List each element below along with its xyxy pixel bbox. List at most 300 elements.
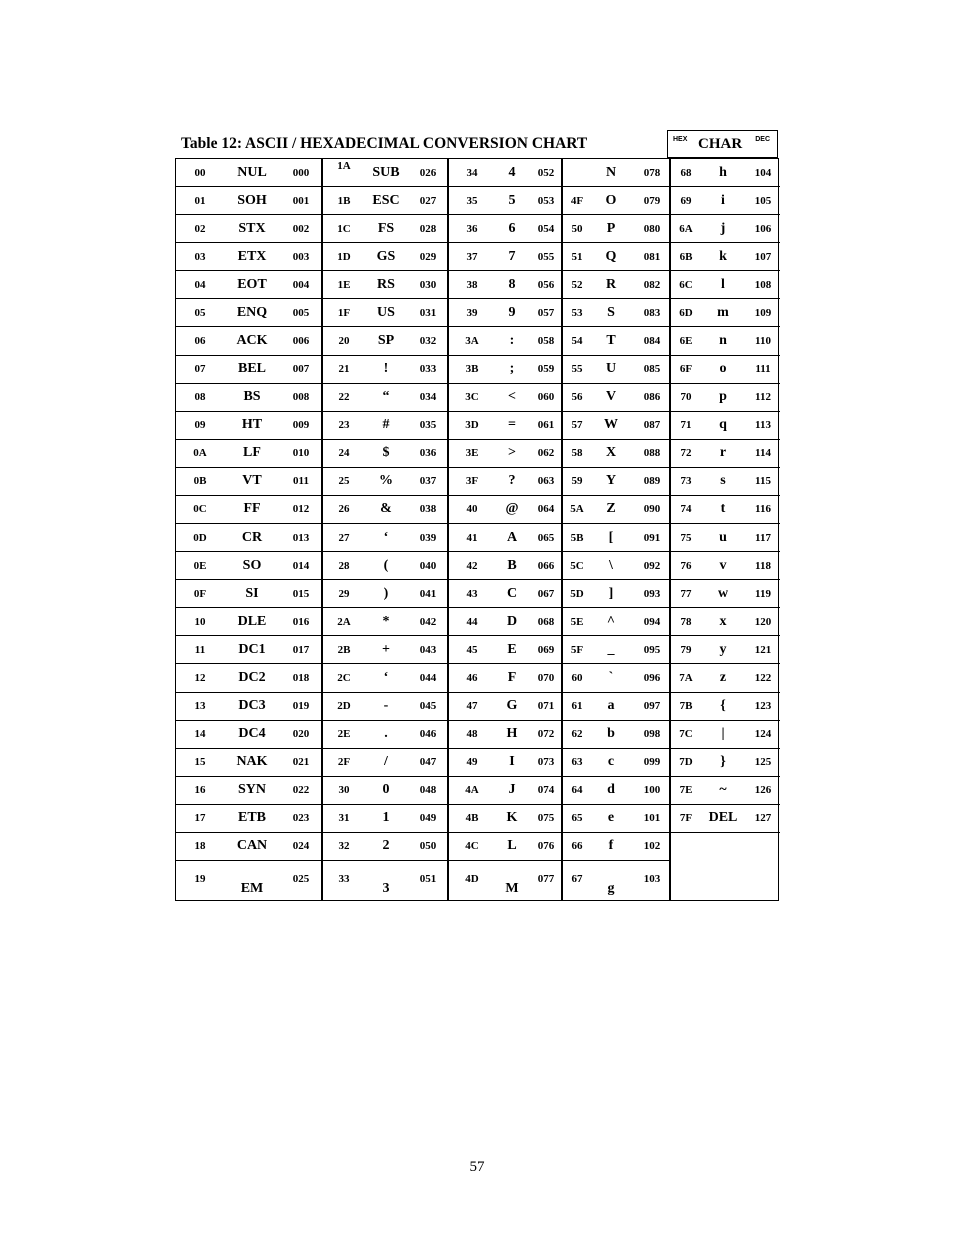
decimal-code: 113	[755, 419, 771, 432]
decimal-code: 098	[643, 728, 661, 741]
hex-code: 4C	[465, 840, 479, 853]
character: RS	[377, 276, 395, 292]
decimal-code: 060	[537, 391, 555, 404]
character: ;	[509, 361, 515, 377]
decimal-code: 110	[755, 335, 771, 347]
character: 3	[382, 881, 390, 896]
hex-code: 15	[194, 756, 206, 769]
character: P	[606, 220, 616, 236]
character: B	[507, 557, 517, 573]
decimal-code: 022	[292, 784, 310, 797]
hex-code: 49	[466, 756, 478, 769]
hex-code: 33	[338, 873, 350, 885]
character: SOH	[237, 192, 267, 208]
table-row	[671, 552, 780, 580]
table-column-5	[669, 159, 780, 900]
character: }	[720, 754, 726, 770]
hex-code: 23	[338, 419, 350, 432]
hex-code: 5D	[570, 587, 584, 600]
decimal-code: 057	[537, 306, 555, 319]
decimal-code: 085	[643, 363, 661, 376]
decimal-code: 073	[537, 756, 555, 769]
hex-code: 59	[571, 475, 583, 488]
character: DEL	[708, 810, 738, 826]
hex-code: 67	[571, 873, 583, 885]
character: K	[506, 810, 518, 826]
character: j	[720, 220, 726, 236]
hex-code: 7A	[679, 671, 693, 684]
character: 8	[508, 276, 516, 292]
character: ‘	[383, 529, 389, 545]
table-row	[671, 299, 780, 327]
character: s	[720, 473, 726, 489]
character: GS	[376, 248, 396, 264]
character: G	[506, 698, 518, 714]
character: /	[384, 754, 388, 770]
character: SP	[377, 333, 395, 348]
decimal-code: 013	[292, 531, 310, 544]
decimal-code: 116	[755, 503, 771, 516]
table-row	[671, 721, 780, 749]
character: z	[719, 669, 727, 685]
hex-code: 41	[466, 531, 478, 544]
table-row	[176, 749, 321, 777]
character: >	[508, 445, 516, 461]
character: `	[608, 669, 614, 685]
character: t	[720, 501, 726, 517]
decimal-code: 074	[537, 784, 555, 797]
character: 1	[382, 810, 390, 826]
table-row	[563, 356, 671, 384]
hex-code: 35	[466, 194, 478, 207]
table-row	[671, 524, 780, 552]
table-row	[449, 693, 563, 721]
character: V	[605, 389, 617, 405]
character: 7	[508, 248, 516, 264]
hex-code: 7D	[679, 756, 693, 769]
decimal-code: 054	[537, 222, 555, 235]
character: )	[383, 585, 389, 601]
hex-code: 1C	[337, 222, 351, 235]
table-row	[176, 524, 321, 552]
table-column-4	[561, 159, 671, 900]
character: X	[605, 445, 617, 461]
hex-code: 26	[338, 503, 350, 516]
character: f	[608, 838, 614, 854]
table-row	[563, 833, 671, 861]
legend-hex: HEX	[673, 136, 688, 143]
hex-code: 3E	[465, 447, 479, 460]
hex-code: 62	[571, 728, 583, 741]
table-row	[563, 468, 671, 496]
character: CAN	[236, 838, 268, 854]
decimal-code: 123	[754, 700, 772, 713]
character: “	[382, 389, 390, 405]
hex-code: 18	[194, 840, 206, 853]
table-row	[176, 243, 321, 271]
table-row	[563, 552, 671, 580]
hex-code: 1B	[337, 194, 351, 207]
table-row	[449, 721, 563, 749]
table-row	[323, 664, 449, 692]
hex-code: 07	[194, 363, 206, 376]
character: (	[383, 557, 389, 573]
character: H	[506, 726, 518, 742]
hex-code: 40	[466, 503, 478, 516]
hex-code: 04	[194, 278, 206, 291]
character: NUL	[237, 164, 267, 180]
decimal-code: 094	[643, 615, 661, 628]
decimal-code: 014	[292, 559, 310, 572]
decimal-code: 126	[754, 784, 772, 797]
character: SUB	[372, 164, 400, 180]
character: DC3	[238, 698, 266, 714]
decimal-code: 036	[419, 447, 437, 460]
character: g	[607, 881, 615, 896]
table-row	[449, 496, 563, 524]
character: |	[721, 726, 725, 742]
character: R	[605, 276, 617, 292]
table-row	[323, 833, 449, 861]
decimal-code: 035	[419, 419, 437, 432]
character: ]	[608, 585, 614, 601]
decimal-code: 031	[419, 306, 437, 319]
character: 4	[508, 164, 516, 180]
decimal-code: 067	[537, 587, 555, 600]
table-row	[449, 777, 563, 805]
table-row	[563, 327, 671, 355]
hex-code: 1A	[337, 160, 351, 172]
decimal-code: 044	[419, 671, 437, 684]
table-row	[323, 721, 449, 749]
legend-dec: DEC	[755, 136, 770, 143]
hex-code: 69	[680, 194, 692, 207]
character: FS	[377, 220, 395, 236]
hex-code: 39	[466, 306, 478, 319]
character: A	[506, 529, 518, 545]
hex-code: 78	[680, 615, 692, 628]
table-row	[563, 524, 671, 552]
table-column-2	[321, 159, 449, 900]
decimal-code: 061	[537, 419, 555, 432]
hex-code: 16	[194, 784, 206, 797]
character: DC1	[238, 641, 266, 657]
hex-code: 5A	[570, 503, 584, 516]
decimal-code: 125	[754, 756, 772, 769]
character: ^	[606, 613, 616, 629]
table-row	[563, 805, 671, 833]
hex-code: 1D	[337, 250, 351, 263]
table-row	[671, 356, 780, 384]
table-row	[563, 664, 671, 692]
character: Z	[606, 501, 616, 517]
character: 9	[508, 304, 516, 320]
table-row	[176, 693, 321, 721]
table-row	[323, 861, 449, 899]
table-row	[563, 187, 671, 215]
decimal-code: 025	[292, 873, 310, 885]
decimal-code: 058	[537, 335, 555, 347]
hex-code: 72	[680, 447, 692, 460]
character: @	[505, 501, 519, 517]
decimal-code: 107	[754, 250, 772, 263]
table-row	[449, 327, 563, 355]
decimal-code: 084	[643, 335, 661, 347]
hex-code: 32	[338, 840, 350, 853]
hex-code: 68	[680, 166, 692, 179]
table-row	[449, 608, 563, 636]
character: I	[509, 754, 515, 770]
decimal-code: 069	[537, 643, 555, 656]
table-row	[563, 243, 671, 271]
hex-code: 3A	[465, 335, 479, 347]
decimal-code: 082	[643, 278, 661, 291]
hex-code: 0F	[193, 587, 207, 600]
decimal-code: 050	[419, 840, 437, 853]
hex-code: 3B	[465, 363, 479, 376]
character: d	[607, 782, 615, 798]
hex-code: 53	[571, 306, 583, 319]
character: N	[605, 164, 617, 180]
decimal-code: 099	[643, 756, 661, 769]
character: W	[604, 417, 618, 433]
decimal-code: 028	[419, 222, 437, 235]
legend-char: CHAR	[698, 136, 743, 152]
hex-code: 58	[571, 447, 583, 460]
hex-code: 52	[571, 278, 583, 291]
hex-code: 6E	[679, 335, 693, 347]
hex-code: 71	[680, 419, 692, 432]
hex-code: 3C	[465, 391, 479, 404]
decimal-code: 039	[419, 531, 437, 544]
table-row	[176, 777, 321, 805]
decimal-code: 041	[419, 587, 437, 600]
table-row	[449, 552, 563, 580]
table-row	[449, 805, 563, 833]
character: 5	[508, 192, 516, 208]
decimal-code: 051	[419, 873, 437, 885]
character: =	[508, 417, 516, 433]
character: *	[382, 613, 390, 629]
hex-code: 5C	[570, 559, 584, 572]
character: DC4	[238, 726, 266, 742]
table-row	[323, 608, 449, 636]
table-column-3	[447, 159, 563, 900]
hex-code: 0B	[193, 475, 207, 488]
decimal-code: 066	[537, 559, 555, 572]
character: [	[608, 529, 614, 545]
table-row	[449, 243, 563, 271]
character: :	[509, 333, 515, 348]
table-row	[323, 552, 449, 580]
table-row	[671, 187, 780, 215]
table-row	[176, 356, 321, 384]
character: v	[719, 557, 727, 573]
hex-code: 10	[194, 615, 206, 628]
character: M	[505, 881, 519, 896]
hex-code: 66	[571, 840, 583, 853]
hex-code: 22	[338, 391, 350, 404]
character: DC2	[238, 669, 266, 685]
hex-code: 4B	[465, 812, 479, 825]
decimal-code: 043	[419, 643, 437, 656]
table-row	[449, 159, 563, 187]
hex-code: 21	[338, 363, 350, 376]
table-row	[176, 664, 321, 692]
hex-code: 4F	[570, 194, 584, 207]
character: D	[506, 613, 518, 629]
decimal-code: 117	[755, 531, 771, 544]
decimal-code: 026	[419, 166, 437, 179]
decimal-code: 032	[419, 335, 437, 347]
decimal-code: 075	[537, 812, 555, 825]
table-row	[323, 412, 449, 440]
character: o	[719, 361, 727, 377]
hex-code: 13	[194, 700, 206, 713]
hex-code: 61	[571, 700, 583, 713]
decimal-code: 105	[754, 194, 772, 207]
table-row	[176, 805, 321, 833]
table-title: Table 12: ASCII / HEXADECIMAL CONVERSION CHART	[181, 135, 588, 152]
table-row	[449, 412, 563, 440]
decimal-code: 064	[537, 503, 555, 516]
hex-code: 3F	[465, 475, 479, 488]
column-legend	[667, 130, 778, 158]
hex-code: 6D	[679, 306, 693, 319]
character: <	[508, 389, 516, 405]
table-row	[176, 552, 321, 580]
decimal-code: 053	[537, 194, 555, 207]
hex-code: 65	[571, 812, 583, 825]
character: {	[720, 698, 726, 714]
decimal-code: 003	[292, 250, 310, 263]
table-row	[671, 243, 780, 271]
character: !	[383, 361, 389, 377]
decimal-code: 017	[292, 643, 310, 656]
character: SI	[245, 585, 259, 601]
hex-code: 37	[466, 250, 478, 263]
character: SO	[242, 557, 262, 573]
table-row	[671, 215, 780, 243]
hex-code: 46	[466, 671, 478, 684]
hex-code: 05	[194, 306, 206, 319]
table-row	[176, 721, 321, 749]
table-row	[563, 749, 671, 777]
table-row	[323, 777, 449, 805]
table-row	[323, 327, 449, 355]
decimal-code: 100	[643, 784, 661, 797]
table-row	[671, 468, 780, 496]
table-row	[563, 299, 671, 327]
decimal-code: 093	[643, 587, 661, 600]
character: EM	[240, 881, 264, 896]
character: Q	[605, 248, 617, 264]
table-row	[563, 693, 671, 721]
table-row	[671, 159, 780, 187]
decimal-code: 078	[643, 166, 661, 179]
decimal-code: 109	[754, 306, 772, 319]
table-row	[323, 468, 449, 496]
character: %	[379, 473, 393, 489]
decimal-code: 081	[643, 250, 661, 263]
character: U	[605, 361, 617, 377]
decimal-code: 070	[537, 671, 555, 684]
character: T	[606, 333, 616, 348]
decimal-code: 055	[537, 250, 555, 263]
decimal-code: 103	[643, 873, 661, 885]
hex-code: 12	[194, 671, 206, 684]
table-row	[176, 299, 321, 327]
table-row	[671, 664, 780, 692]
hex-code: 6C	[679, 278, 693, 291]
hex-code: 75	[680, 531, 692, 544]
table-row	[563, 777, 671, 805]
decimal-code: 000	[292, 166, 310, 179]
hex-code: 2A	[337, 615, 351, 628]
decimal-code: 071	[537, 700, 555, 713]
decimal-code: 001	[292, 194, 310, 207]
character: p	[719, 389, 727, 405]
decimal-code: 115	[755, 475, 771, 488]
character: 2	[382, 838, 390, 854]
character: O	[605, 192, 617, 208]
hex-code: 34	[466, 166, 478, 179]
table-row	[449, 636, 563, 664]
table-column-1	[176, 159, 321, 900]
table-row	[563, 861, 671, 899]
page-number: 57	[469, 1159, 485, 1175]
character: .	[384, 726, 388, 742]
character: FF	[243, 501, 261, 517]
hex-code: 31	[338, 812, 350, 825]
table-row	[449, 468, 563, 496]
decimal-code: 068	[537, 615, 555, 628]
decimal-code: 042	[419, 615, 437, 628]
table-row	[323, 580, 449, 608]
hex-code: 47	[466, 700, 478, 713]
character: C	[506, 585, 518, 601]
character: SYN	[237, 782, 267, 798]
hex-code: 64	[571, 784, 583, 797]
decimal-code: 104	[754, 166, 772, 179]
decimal-code: 006	[292, 335, 310, 347]
character: VT	[242, 473, 262, 489]
hex-code: 2E	[337, 728, 351, 741]
table-row	[671, 749, 780, 777]
decimal-code: 009	[292, 419, 310, 432]
hex-code: 48	[466, 728, 478, 741]
character: Y	[605, 473, 617, 489]
character: q	[719, 417, 727, 433]
table-row	[449, 833, 563, 861]
table-row	[449, 580, 563, 608]
hex-code: 60	[571, 671, 583, 684]
table-row	[449, 384, 563, 412]
table-row	[176, 384, 321, 412]
hex-code: 45	[466, 643, 478, 656]
hex-code: 54	[571, 335, 583, 347]
hex-code: 11	[194, 643, 206, 656]
table-row	[671, 693, 780, 721]
table-row	[563, 159, 671, 187]
decimal-code: 120	[754, 615, 772, 628]
decimal-code: 008	[292, 391, 310, 404]
hex-code: 03	[194, 250, 206, 263]
table-row	[176, 468, 321, 496]
character: w	[717, 585, 729, 601]
hex-code: 2C	[337, 671, 351, 684]
decimal-code: 090	[643, 503, 661, 516]
